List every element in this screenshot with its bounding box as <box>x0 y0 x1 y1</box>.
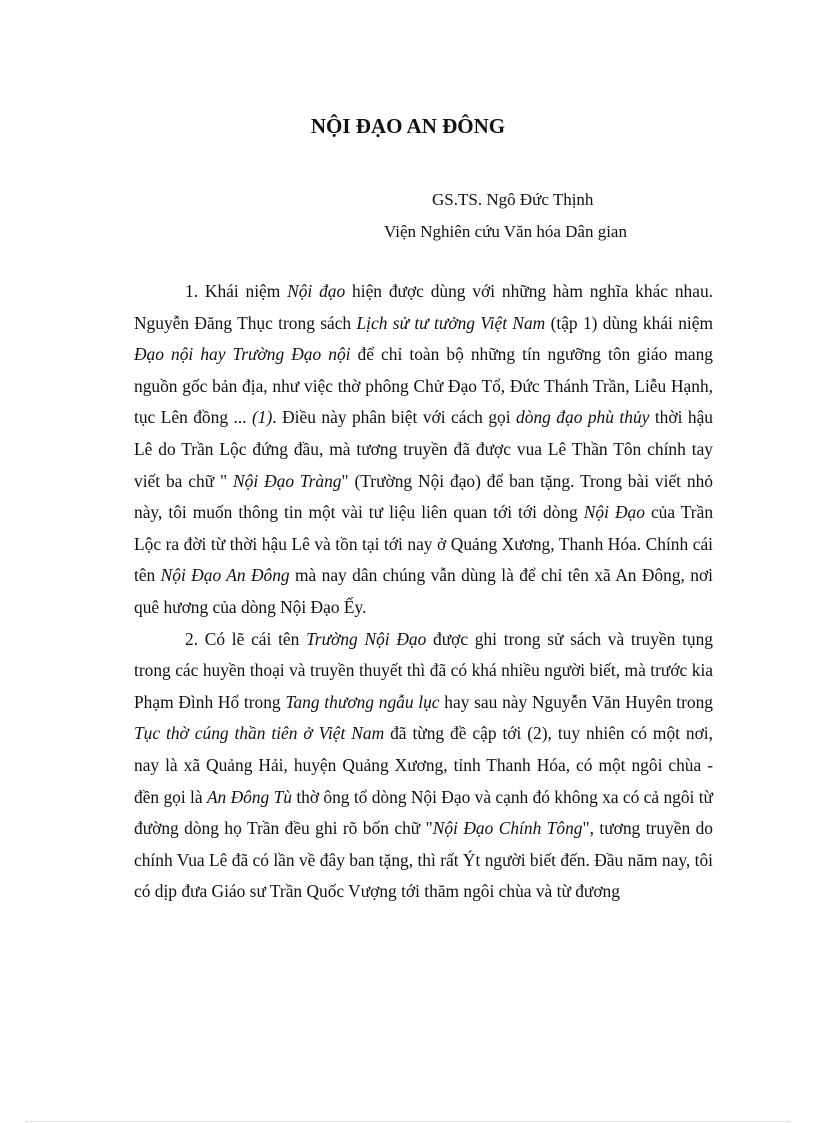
italic-run: Nội Đạo <box>583 502 645 523</box>
text-run: được ghi trong sử sách và truyền tụng trong các huyền thoại và truyền thuyết thì đã có khá nhiều người biết, mà trước kia Phạm Đình Hổ trong <box>134 628 713 712</box>
text-run: 2. Có lẽ cái tên <box>185 628 307 649</box>
italic-run: Tang thương ngẫu lục <box>285 691 440 712</box>
italic-run: An Đông Tù <box>206 786 292 807</box>
body-text <box>134 276 713 908</box>
text-run: 1. Khái niệm <box>185 281 288 301</box>
text-run: (tập 1) dùng khái niệm <box>545 312 713 333</box>
italic-run: Nội đạo <box>287 281 346 301</box>
text-run: hiện được dùng với những hàm nghĩa khác nhau. Nguyễn Đăng Thục trong sách <box>134 281 713 333</box>
italic-run: Nội Đạo An Đông <box>160 565 290 586</box>
text-run: thờ ông tổ dòng Nội Đạo và cạnh đó không xa có cả ngôi từ đường dòng họ Trần đều ghi rõ bốn chữ " <box>134 786 713 839</box>
italic-run: Đạo nội hay Trường Đạo nội <box>134 344 351 365</box>
text-run: " (Trường Nội đạo) để ban tặng. Trong bài viết nhỏ này, tôi muốn thông tin một vài tư liệu liên quan tới tới dòng <box>134 470 714 523</box>
author-institution: Viện Nghiên cứu Văn hóa Dân gian <box>384 222 627 241</box>
italic-run: Lịch sử tư tưởng Việt Nam <box>356 312 546 333</box>
text-run: thời hậu Lê do Trần Lộc đứng đầu, mà tương truyền đã được vua Lê Thần Tôn chính tay viết ba chữ " <box>134 407 713 491</box>
italic-run: Trường Nội Đạo <box>306 628 427 649</box>
text-run: mà nay dân chúng vẫn dùng là để chỉ tên xã An Đông, nơi quê hương của dòng Nội Đạo Ếy. <box>134 565 713 617</box>
author-name: GS.TS. Ngô Đức Thịnh <box>432 190 594 209</box>
italic-run: dòng đạo phù thủy <box>516 407 650 428</box>
page-bottom-rule <box>26 1121 790 1122</box>
text-run: . Điều này phân biệt với cách gọi <box>272 407 517 428</box>
text-run: để chỉ toàn bộ những tín ngưỡng tôn giáo mang nguồn gốc bản địa, như việc thờ phông Chử Đạo Tổ, Đức Thánh Trần, Liễu Hạnh, tục Lên đồng ... <box>134 344 713 428</box>
paragraph-1 <box>134 276 713 624</box>
italic-run: (1) <box>252 407 273 428</box>
text-run: của Trần Lộc ra đời từ thời hậu Lê và tồn tại tới nay ở Quảng Xương, Thanh Hóa. Chính cái tên <box>134 502 714 586</box>
page-title: NỘI ĐẠO AN ĐÔNG <box>310 114 506 138</box>
paragraph-2 <box>134 624 713 908</box>
text-run: đã từng đề cập tới (2), tuy nhiên có một nơi, nay là xã Quảng Hải, huyện Quảng Xương, tỉnh Thanh Hóa, có một ngôi chùa - đền gọi là <box>134 723 713 807</box>
italic-run: Nội Đạo Chính Tông <box>432 818 583 839</box>
author-block <box>384 184 784 248</box>
italic-run: Tục thờ cúng thần tiên ở Việt Nam <box>134 723 385 744</box>
text-run: hay sau này Nguyễn Văn Huyên trong <box>439 691 714 712</box>
text-run: ", tương truyền do chính Vua Lê đã có lần về đây ban tặng, thì rất Ýt người biết đến. Đầu năm nay, tôi có dịp đưa Giáo sư Trần Quốc Vượng tới thăm ngôi chùa và từ đương <box>134 818 713 902</box>
italic-run: Nội Đạo Tràng <box>233 470 342 491</box>
